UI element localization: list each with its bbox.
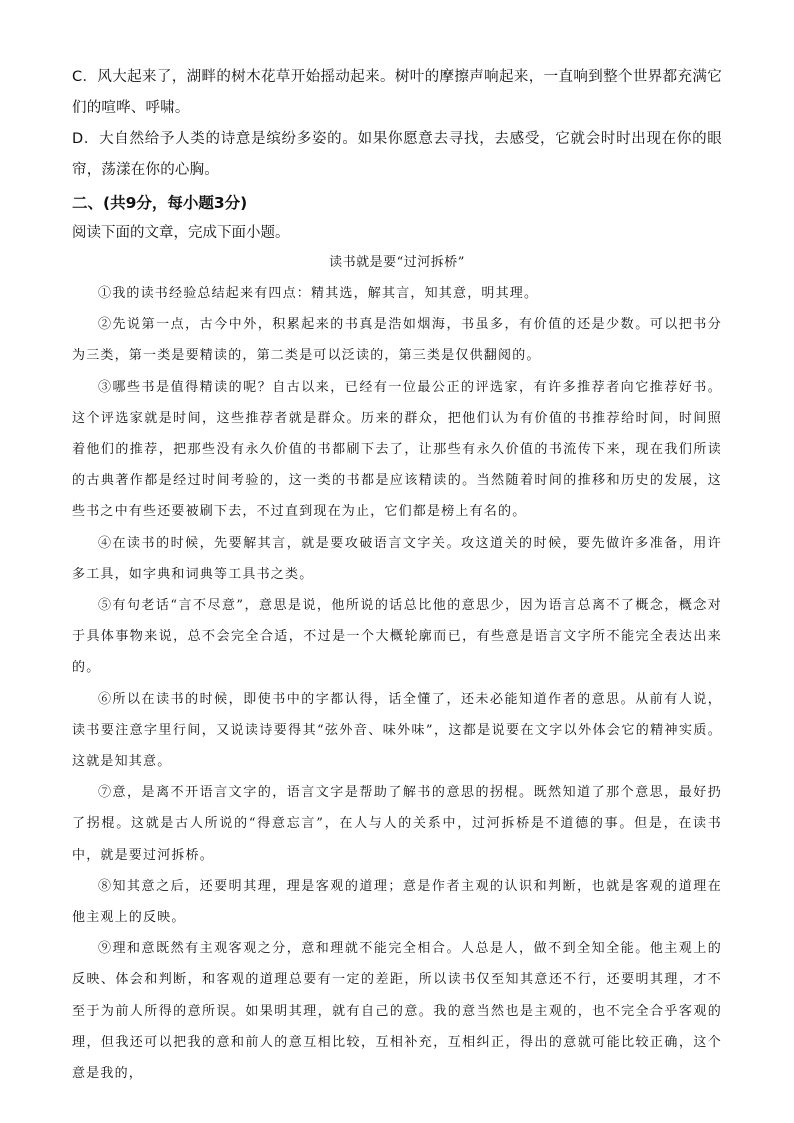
paragraph-5: ⑤有句老话“言不尽意”，意思是说，他所说的话总比他的意思少，因为语言总离不了概念，概念对于具体事物来说，总不会完全合适，不过是一个大概轮廓而已，有些意是语言文字所不能完全表达出来的。 — [72, 598, 722, 676]
paragraph-4: ④在读书的时候，先要解其言，就是要攻破语言文字关。攻这道关的时候，要先做许多准备，用许多工具，如字典和词典等工具书之类。 — [72, 535, 722, 582]
paragraph-8: ⑧知其意之后，还要明其理，理是客观的道理；意是作者主观的认识和判断，也就是客观的道理在他主观上的反映。 — [72, 878, 722, 926]
paragraph-6: ⑥所以在读书的时候，即使书中的字都认得，话全懂了，还未必能知道作者的意思。从前有人说，读书要注意字里行间，又说读诗要得其“弦外音、味外味”，这都是说要在文字以外体会它的精神实质。这就是知其意。 — [72, 691, 722, 770]
reading-instruction: 阅读下面的文章，完成下面小题。 — [72, 225, 290, 241]
paragraph-1: ①我的读书经验总结起来有四点：精其选，解其言，知其意，明其理。 — [98, 286, 539, 301]
paragraph-9: ⑨理和意既然有主观客观之分，意和理就不能完全相合。人总是人，做不到全知全能。他主观上的反映、体会和判断，和客观的道理总要有一定的差距，所以读书仅至知其意还不行，还要明其理，才不至于为前人所得的意所误。如果明其理，就有自己的意。我的意当然也是主观的，也不完全合乎客观的理，但我还可以把我的意和前人的意互相比较，互相补充，互相纠正，得出的意就可能比较正确，这个意是我的， — [72, 941, 722, 1082]
article-title: 读书就是要“过河拆桥” — [329, 255, 465, 270]
paragraph-2: ②先说第一点，古今中外，积累起来的书真是浩如烟海，书虽多，有价值的还是少数。可以把书分为三类，第一类是要精读的，第二类是可以泛读的，第三类是仅供翻阅的。 — [72, 317, 722, 364]
exam-page — [72, 62, 722, 1089]
section-title: 二、(共9分，每小题3分) — [72, 194, 248, 212]
option-c: C．风大起来了，湖畔的树木花草开始摇动起来。树叶的摩擦声响起来，一直响到整个世界都充满它们的喧哗、呼啸。 — [72, 69, 722, 116]
paragraph-7: ⑦意，是离不开语言文字的，语言文字是帮助了解书的意思的拐棍。既然知道了那个意思，最好扔了拐棍。这就是古人所说的“得意忘言”，在人与人的关系中，过河拆桥是不道德的事。但是，在读书中，就是要过河拆桥。 — [72, 785, 722, 863]
paragraph-3: ③哪些书是值得精读的呢？自古以来，已经有一位最公正的评选家，有许多推荐者向它推荐好书。这个评选家就是时间，这些推荐者就是群众。历来的群众，把他们认为有价值的书推荐给时间，时间照着他们的推荐，把那些没有永久价值的书都刷下去了，让那些有永久价值的书流传下来，现在我们所读的古典著作都是经过时间考验的，这一类的书都是应该精读的。当然随着时间的推移和历史的发展，这些书之中有些还要被刷下去，不过直到现在为止，它们都是榜上有名的。 — [72, 379, 722, 520]
option-d: D．大自然给予人类的诗意是缤纷多姿的。如果你愿意去寻找，去感受，它就会时时出现在你的眼帘，荡漾在你的心胸。 — [72, 131, 722, 178]
